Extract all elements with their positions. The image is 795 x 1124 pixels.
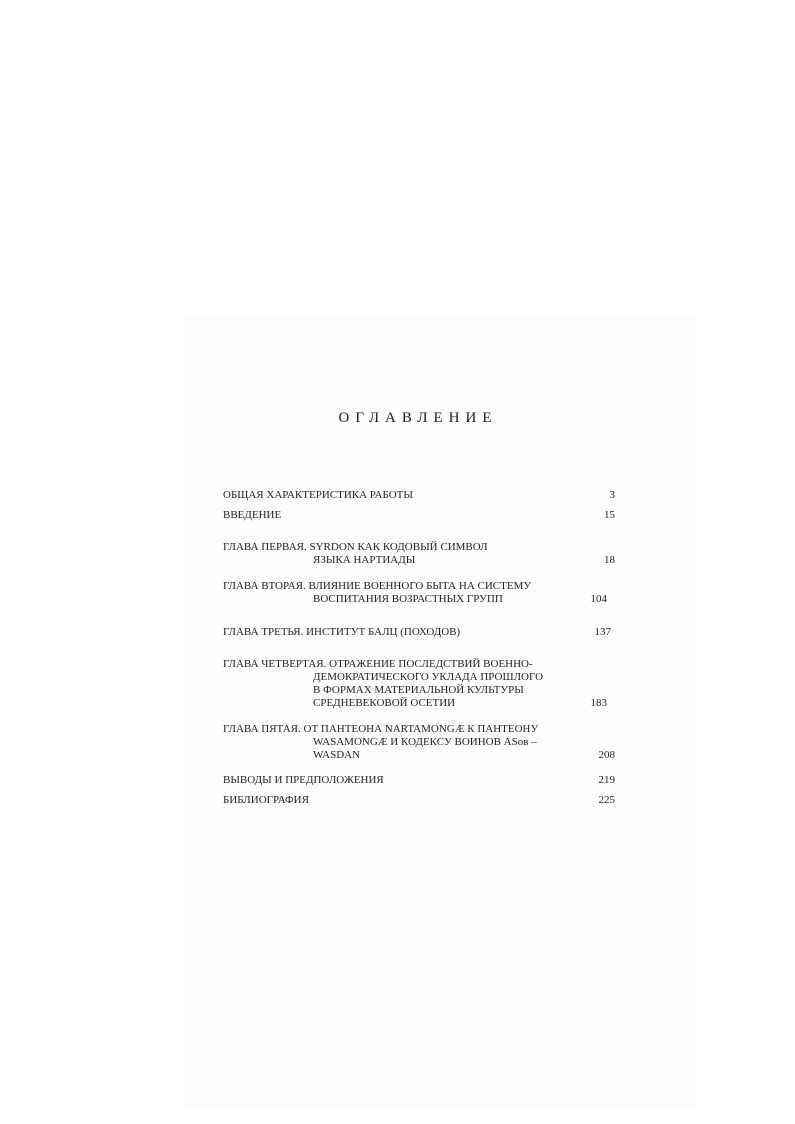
toc-entry-chapter-5	[223, 723, 615, 762]
toc-page-number: 15	[604, 509, 615, 521]
toc-entry-text: ОБЩАЯ ХАРАКТЕРИСТИКА РАБОТЫ	[223, 489, 413, 501]
page-title: ОГЛАВЛЕНИЕ	[338, 410, 498, 426]
toc-entry-text: ГЛАВА ПЕРВАЯ. SYRDON КАК КОДОВЫЙ СИМВОЛ	[223, 541, 488, 553]
toc-page-number: 137	[594, 626, 611, 638]
toc-entry-text-continuation: WASAMONGÆ И КОДЕКСУ ВОИНОВ ASов –	[313, 736, 537, 748]
toc-entry-conclusions	[223, 774, 615, 787]
toc-page-number: 3	[609, 489, 615, 501]
toc-entry-chapter-2	[223, 580, 615, 606]
toc-entry-text-continuation: ВОСПИТАНИЯ ВОЗРАСТНЫХ ГРУПП	[313, 593, 503, 605]
toc-entry-text-continuation: В ФОРМАХ МАТЕРИАЛЬНОЙ КУЛЬТУРЫ	[313, 684, 524, 696]
toc-entry-text: ВВЕДЕНИЕ	[223, 509, 282, 521]
toc-entry-text-continuation: ЯЗЫКА НАРТИАДЫ	[313, 554, 416, 566]
toc-entry-text: БИБЛИОГРАФИЯ	[223, 794, 309, 806]
toc-entry-bibliography	[223, 794, 615, 807]
toc-entry-chapter-4	[223, 658, 615, 710]
toc-entry-text-continuation: СРЕДНЕВЕКОВОЙ ОСЕТИИ	[313, 697, 456, 709]
toc-entry-text: ГЛАВА ТРЕТЬЯ. ИНСТИТУТ БАЛЦ (ПОХОДОВ)	[223, 626, 461, 638]
toc-page-number: 104	[590, 593, 607, 605]
toc-page-number: 225	[598, 794, 615, 806]
toc-entry-general-characteristics	[223, 489, 615, 502]
toc-page-number: 219	[598, 774, 615, 786]
toc-entry-chapter-1	[223, 541, 615, 567]
toc-entry-chapter-3	[223, 626, 615, 639]
table-of-contents	[223, 487, 615, 807]
toc-entry-text: ГЛАВА ЧЕТВЕРТАЯ. ОТРАЖЕНИЕ ПОСЛЕДСТВИЙ ВОЕННО-	[223, 658, 533, 670]
toc-entry-text-continuation: WASDAN	[313, 749, 361, 761]
toc-page-number: 183	[590, 697, 607, 709]
toc-entry-text: ВЫВОДЫ И ПРЕДПОЛОЖЕНИЯ	[223, 774, 384, 786]
toc-page-number: 208	[598, 749, 615, 761]
toc-entry-text: ГЛАВА ПЯТАЯ. ОТ ПАНТЕОНА NARTAMONGÆ К ПАНТЕОНУ	[223, 723, 539, 735]
toc-entry-text-continuation: ДЕМОКРАТИЧЕСКОГО УКЛАДА ПРОШЛОГО	[313, 671, 544, 683]
toc-page-number: 18	[604, 554, 615, 566]
toc-entry-text: ГЛАВА ВТОРАЯ. ВЛИЯНИЕ ВОЕННОГО БЫТА НА СИСТЕМУ	[223, 580, 532, 592]
toc-entry-introduction	[223, 509, 615, 522]
